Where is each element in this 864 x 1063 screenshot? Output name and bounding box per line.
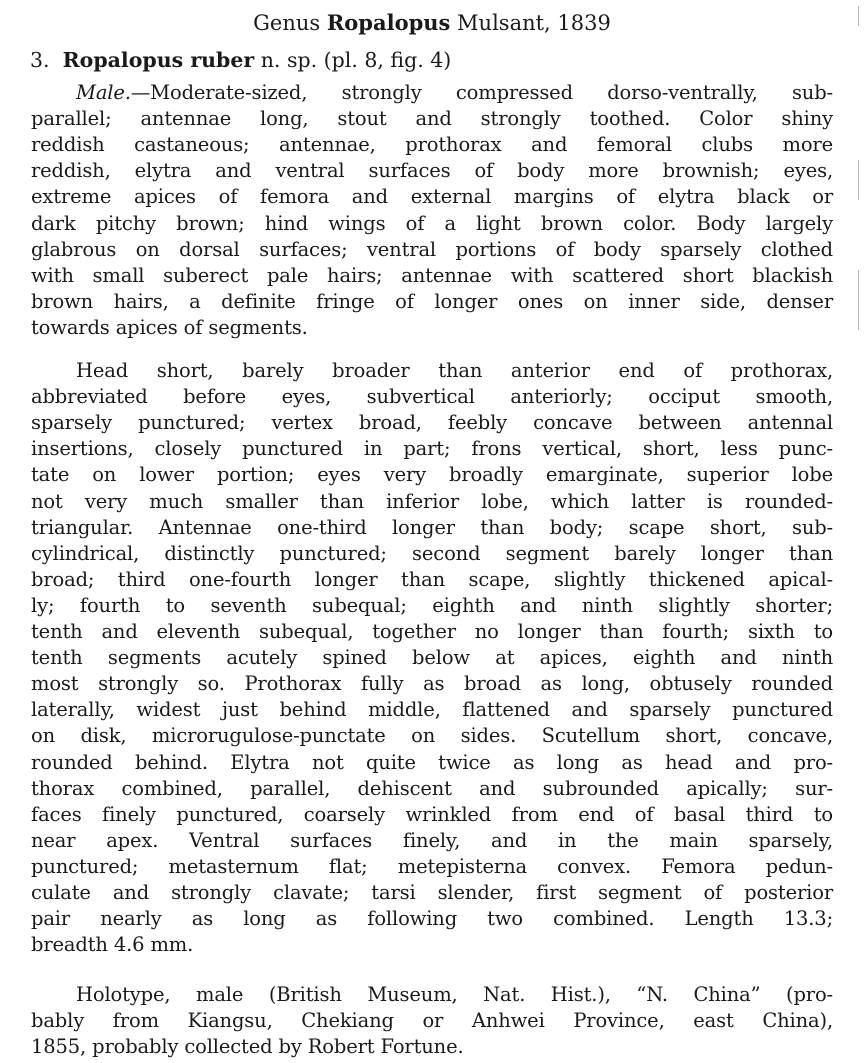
text-line: brown hairs, a definite fringe of longer ones on inner side, denser — [31, 289, 833, 313]
species-rest: n. sp. (pl. 8, fig. 4) — [260, 48, 452, 72]
text-line: ly; fourth to seventh subequal; eighth and ninth slightly shorter; — [31, 593, 833, 617]
text-line: rounded behind. Elytra not quite twice as long as head and pro- — [31, 750, 833, 774]
species-heading — [30, 48, 451, 72]
text-line: culate and strongly clavate; tarsi slender, first segment of posterior — [31, 881, 833, 904]
text-line: broad; third one-fourth longer than scape, slightly thickened apical- — [31, 567, 833, 591]
text-line: not very much smaller than inferior lobe, which latter is rounded- — [31, 489, 833, 513]
text-line: thorax combined, parallel, dehiscent and subrounded apically; sur- — [31, 776, 833, 800]
text-line: faces finely punctured, coarsely wrinkled from end of basal third to — [31, 802, 833, 826]
text-line — [76, 83, 833, 103]
text-line: extreme apices of femora and external margins of elytra black or — [31, 185, 833, 209]
text-line: punctured; metasternum flat; metepisterna convex. Femora pedun- — [31, 854, 833, 878]
text-line: most strongly so. Prothorax fully as broad as long, obtusely rounded — [31, 672, 833, 696]
italic-lead: Male. — [76, 81, 131, 104]
margin-mark — [858, 270, 859, 330]
margin-mark — [858, 160, 859, 200]
text-line: laterally, widest just behind middle, flattened and sparsely punctured — [31, 698, 833, 722]
text-line: parallel; antennae long, stout and strongly toothed. Color shiny — [31, 107, 833, 131]
text-line: insertions, closely punctured in part; frons vertical, short, less punc- — [31, 437, 833, 461]
text-line: reddish castaneous; antennae, prothorax and femoral clubs more — [31, 133, 833, 157]
text-line: tenth segments acutely spined below at apices, eighth and ninth — [31, 646, 833, 670]
lead-text: —Moderate-sized, strongly compressed dorso-ventrally, sub- — [130, 81, 833, 104]
text-line: pair nearly as long as following two combined. Length 13.3; — [31, 907, 833, 931]
text-line: triangular. Antennae one-third longer than body; scape short, sub- — [31, 515, 833, 539]
text-line: tate on lower portion; eyes very broadly emarginate, superior lobe — [31, 463, 833, 487]
text-line: with small suberect pale hairs; antennae with scattered short blackish — [31, 263, 833, 287]
genus-heading — [0, 10, 864, 35]
heading-suffix: Mulsant, 1839 — [457, 11, 611, 35]
text-line: near apex. Ventral surfaces finely, and in the main sparsely, — [31, 828, 833, 852]
text-line: Holotype, male (British Museum, Nat. Hist.), “N. China” (pro- — [76, 983, 833, 1006]
text-line: cylindrical, distinctly punctured; second segment barely longer than — [31, 541, 833, 565]
heading-prefix: Genus — [253, 11, 321, 35]
text-line: 1855, probably collected by Robert Fortune. — [31, 1035, 464, 1059]
text-line: sparsely punctured; vertex broad, feebly concave between antennal — [31, 411, 833, 435]
text-line: bably from Kiangsu, Chekiang or Anhwei Province, east China), — [31, 1009, 833, 1033]
margin-mark — [858, 6, 859, 26]
text-line: towards apices of segments. — [31, 315, 308, 339]
species-number: 3. — [30, 48, 50, 72]
text-line: tenth and eleventh subequal, together no longer than fourth; sixth to — [31, 620, 833, 643]
text-line: on disk, microrugulose-punctate on sides. Scutellum short, concave, — [31, 724, 833, 748]
text-line: abbreviated before eyes, subvertical anteriorly; occiput smooth, — [31, 385, 833, 409]
genus-name: Ropalopus — [326, 10, 451, 35]
species-name: Ropalopus ruber — [62, 48, 255, 72]
text-line: dark pitchy brown; hind wings of a light brown color. Body largely — [31, 211, 833, 235]
text-line: reddish, elytra and ventral surfaces of body more brownish; eyes, — [31, 159, 833, 183]
text-line: breadth 4.6 mm. — [31, 933, 194, 957]
text-line: glabrous on dorsal surfaces; ventral portions of body sparsely clothed — [31, 237, 833, 261]
text-line: Head short, barely broader than anterior end of prothorax, — [76, 359, 833, 382]
